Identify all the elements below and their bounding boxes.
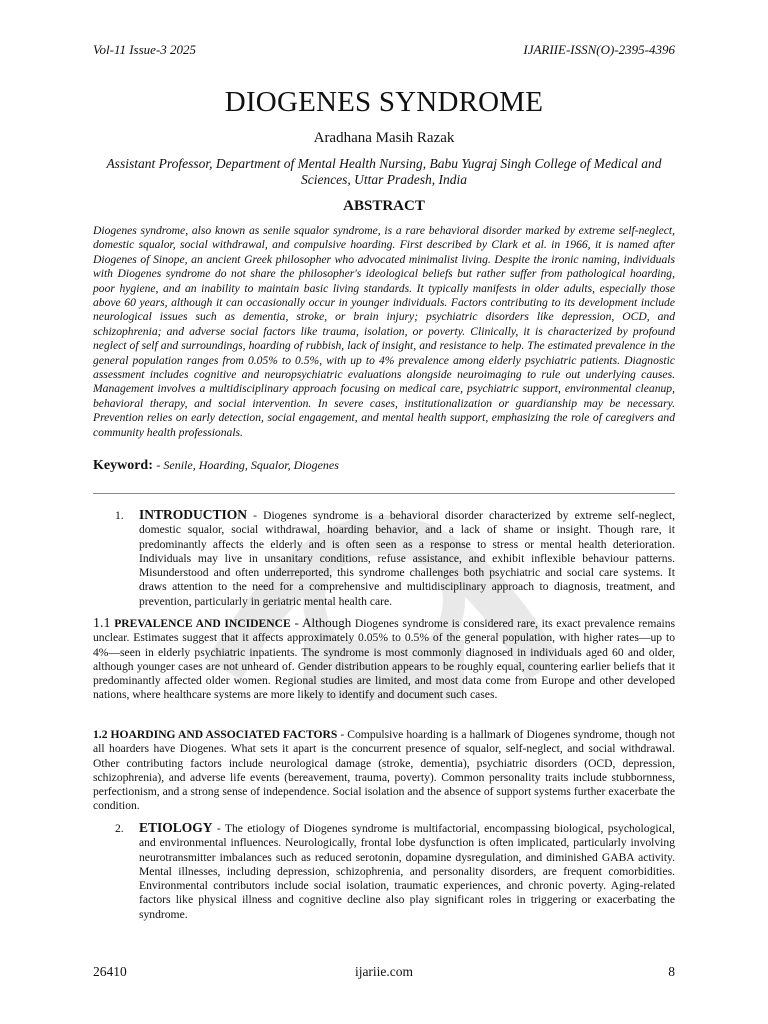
journal-issn: IJARIIE-ISSN(O)-2395-4396 (523, 42, 675, 57)
keywords (93, 458, 675, 474)
page-number: 8 (668, 964, 675, 979)
journal-volume: Vol-11 Issue-3 2025 (93, 42, 197, 57)
subsection-title: 1.2 HOARDING AND ASSOCIATED FACTORS (93, 728, 338, 741)
section-divider (93, 493, 675, 494)
section-etiology (93, 821, 675, 922)
keywords-value: - Senile, Hoarding, Squalor, Diogenes (156, 458, 339, 472)
section-number: 1. (115, 509, 124, 522)
subsection-text: Diogenes syndrome is considered rare, its exact prevalence remains unclear. Estimates suggest that it affects approximately 0.05% to 0.5% of the general population, with higher rates—up to 4%—seen in elderly psychiatric inpatients. The syndrome is most commonly diagnosed in individuals aged 60 and older, although younger cases are not unheard of. Gender distribution appears to be roughly equal, countering earlier beliefs that it predominantly affected older women. Regional studies are limited, and most data come from Europe and other developed nations, where healthcare systems are more likely to identify and document such cases. (93, 617, 676, 702)
section-text: - Diogenes syndrome is a behavioral disorder characterized by extreme self-neglect, domestic squalor, social withdrawal, hoarding behavior, and a lack of shame or insight. Though rare, it predominantly affects the elderly and is often seen as a response to stress or mental health deterioration. Individuals may live in unsanitary conditions, refuse assistance, and exhibit inflexible behaviour patterns. Misunderstood and often underreported, this syndrome challenges both psychiatric and social care systems. It draws attention to the need for a comprehensive and multidisciplinary approach to diagnosis, treatment, and prevention, particularly in geriatric mental health care. (139, 509, 675, 608)
abstract-text: Diogenes syndrome, also known as senile squalor syndrome, is a rare behavioral disorder marked by extreme self-neglect, domestic squalor, social withdrawal, and compulsive hoarding. First described by Clark et al. in 1966, it is named after Diogenes of Sinope, an ancient Greek philosopher who advocated minimalist living. Despite the ironic naming, individuals with Diogenes syndrome do not share the philosopher's ideological beliefs but rather suffer from pathological hoarding, poor hygiene, and an inability to maintain basic living standards. It typically manifests in older adults, especially those above 60 years, although it can occasionally occur in younger individuals. Factors contributing to its development include neurological issues such as dementia, stroke, or brain injury; psychiatric disorders like depression, OCD, and schizophrenia; and adverse social factors like trauma, isolation, or poverty. Clinically, it is characterized by profound neglect of self and surroundings, hoarding of rubbish, lack of insight, and resistance to help. The estimated prevalence in the general population ranges from 0.05% to 0.5%, with up to 4% prevalence among elderly psychiatric patients. Diagnostic assessment includes cognitive and neuropsychiatric evaluations alongside neuroimaging to rule out underlying causes. Management involves a multidisciplinary approach focusing on medical care, psychiatric support, environmental cleanup, behavioral therapy, and social intervention. In severe cases, institutionalization or guardianship may be necessary. Prevention relies on early detection, social engagement, and mental health support, emphasizing the role of caregivers and community health professionals. (93, 224, 675, 439)
journal-site: ijariie.com (354, 964, 414, 979)
paper-title: DIOGENES SYNDROME (224, 86, 544, 118)
section-title: ETIOLOGY (139, 820, 213, 835)
subsection-text: - Compulsive hoarding is a hallmark of Diogenes syndrome, though not all hoarders have Diogenes. What sets it apart is the concurrent presence of squalor, self-neglect, and social withdrawal. Other contributing factors include neurological damage (stroke, dementia), psychiatric disorders (OCD, depression, schizophrenia), and adverse life events (bereavement, trauma, poverty). Common personality traits include stubbornness, perfectionism, and a strong sense of independence. Social isolation and the absence of support systems further exacerbate the condition. (93, 728, 675, 813)
subsection-lead: - Although (294, 615, 352, 630)
section-title: INTRODUCTION (139, 507, 248, 522)
section-prevalence (93, 616, 675, 703)
author-affiliation: Assistant Professor, Department of Mental Health Nursing, Babu Yugraj Singh College of Medical and Sciences, Uttar Pradesh, India (106, 156, 662, 187)
section-introduction (93, 508, 675, 609)
paper-id: 26410 (93, 964, 127, 979)
subsection-title: PREVALENCE AND INCIDENCE (114, 617, 291, 630)
section-number: 2. (115, 822, 124, 835)
section-text: - The etiology of Diogenes syndrome is multifactorial, encompassing biological, psychological, and environmental influences. Neurologically, frontal lobe dysfunction is often implicated, particularly involving neurotransmitter imbalances such as reduced serotonin, dopamine dysregulation, and diminished GABA activity. Mental illnesses, including depression, schizophrenia, and personality disorders, are frequent comorbidities. Environmental contributors include social isolation, traumatic experiences, and chronic poverty. Aging-related factors like physical illness and cognitive decline also play significant roles in triggering or exacerbating the syndrome. (139, 822, 676, 921)
keywords-label: Keyword: (93, 458, 153, 473)
author-name: Aradhana Masih Razak (313, 130, 455, 146)
abstract-heading: ABSTRACT (343, 198, 425, 214)
subsection-number: 1.1 (93, 616, 111, 631)
section-hoarding (93, 728, 675, 814)
